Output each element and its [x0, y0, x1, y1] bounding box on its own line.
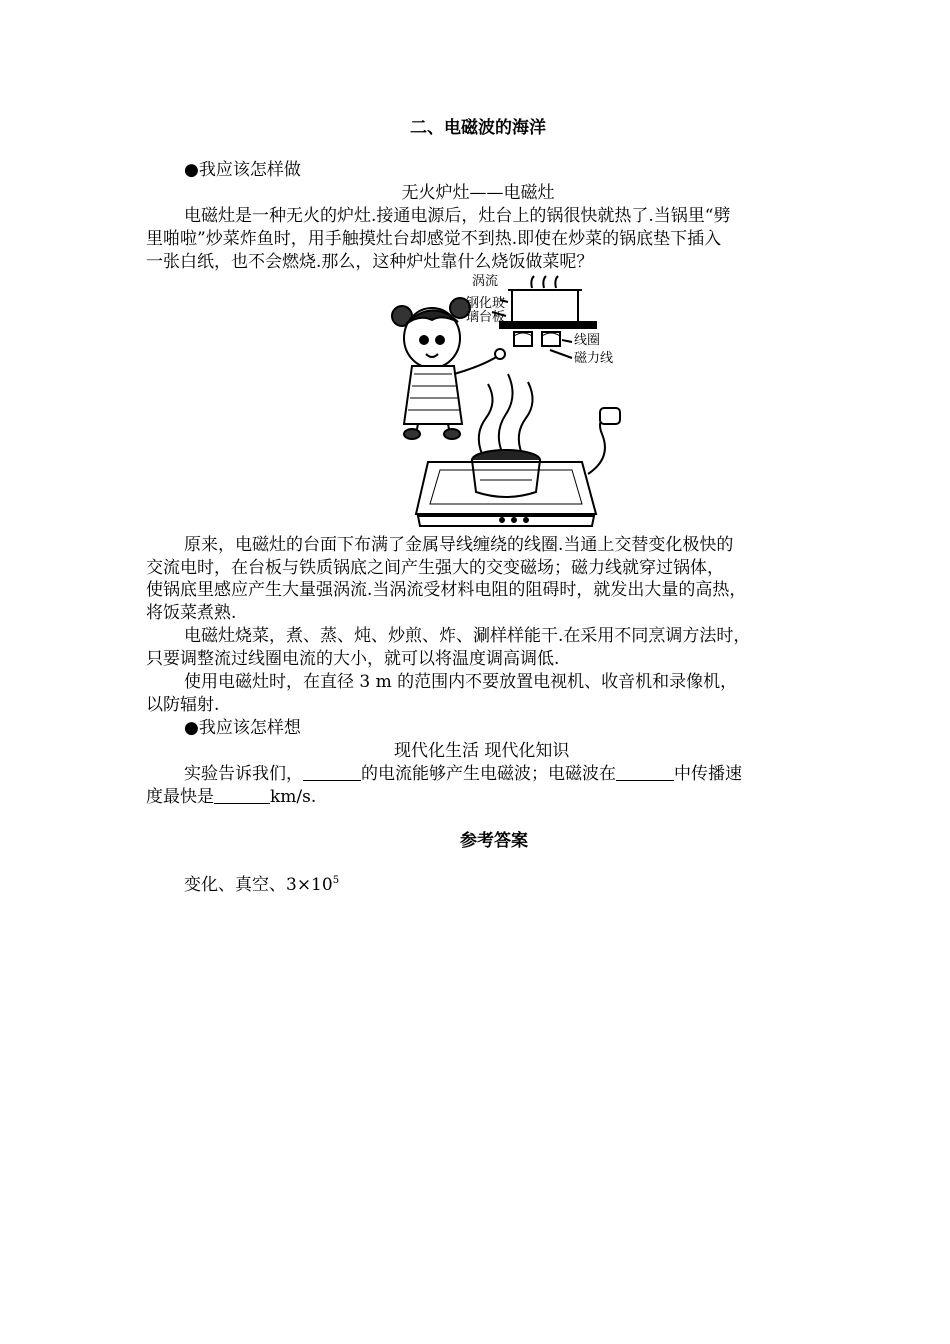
label-eddy-current: 涡流 [472, 274, 499, 289]
label-coil: 线圈 [574, 333, 601, 348]
question-line-2 [146, 786, 316, 808]
paragraph-2-line-4: 将饭菜煮熟. [146, 603, 237, 623]
paragraph-2-line-2: 交流电时，在台板与铁质锅底之间产生强大的交变磁场；磁力线就穿过锅体， [146, 558, 724, 578]
paragraph-1-line-2: 里啪啦”炒菜炸鱼时，用手触摸灶台却感觉不到热.即使在炒菜的锅底垫下插入 [146, 229, 722, 249]
label-glass-plate-1: 钢化玻 [466, 296, 506, 311]
paragraph-2-line-3: 使锅底里感应产生大量强涡流.当涡流受材料电阻的阻碍时，就发出大量的高热， [146, 580, 747, 600]
paragraph-3-line-2: 只要调整流过线圈电流的大小，就可以将温度调高调低. [146, 649, 560, 669]
question-text-3: 中传播速 [674, 764, 742, 784]
paragraph-4-line-2: 以防辐射. [146, 695, 220, 715]
question-unit: km/s. [270, 787, 317, 807]
induction-cooker-illustration [382, 274, 626, 532]
answer-exponent: 5 [332, 875, 340, 886]
paragraph-1-line-1: 电磁灶是一种无火的炉灶.接通电源后，灶台上的锅很快就热了.当锅里“劈 [184, 206, 731, 226]
paragraph-4-line-1: 使用电磁灶时，在直径 3 m 的范围内不要放置电视机、收音机和录像机， [184, 672, 738, 692]
label-magnetic-field-lines: 磁力线 [574, 351, 614, 366]
answer-section-title: 参考答案 [460, 831, 528, 851]
label-glass-plate-2: 璃台板 [466, 310, 506, 325]
question-text-2: 的电流能够产生电磁波；电磁波在 [361, 764, 616, 784]
answer-blank-3[interactable] [214, 787, 270, 804]
question-line-1 [184, 763, 742, 785]
heading-how-to-think: ●我应该怎样想 [184, 718, 301, 738]
article-subtitle: 无火炉灶——电磁灶 [401, 183, 555, 203]
question-text-4: 度最快是 [146, 787, 214, 807]
answer-blank-2[interactable] [616, 764, 674, 781]
section-title: 二、电磁波的海洋 [410, 118, 546, 138]
paragraph-1-line-3: 一张白纸，也不会燃烧.那么，这种炉灶靠什么烧饭做菜呢？ [146, 252, 594, 272]
answer-text: 变化、真空、3×10 [184, 875, 333, 895]
question-text-1: 实验告诉我们， [184, 764, 303, 784]
paragraph-2-line-1: 原来，电磁灶的台面下布满了金属导线缠绕的线圈.当通上交替变化极快的 [184, 535, 734, 555]
paragraph-3-line-1: 电磁灶烧菜，煮、蒸、炖、炒煎、炸、涮样样能干.在采用不同烹调方法时， [184, 626, 751, 646]
answer-line [184, 874, 339, 896]
section-subtitle-2: 现代化生活 现代化知识 [394, 741, 570, 761]
answer-blank-1[interactable] [303, 764, 361, 781]
heading-how-to-do: ●我应该怎样做 [184, 160, 301, 180]
